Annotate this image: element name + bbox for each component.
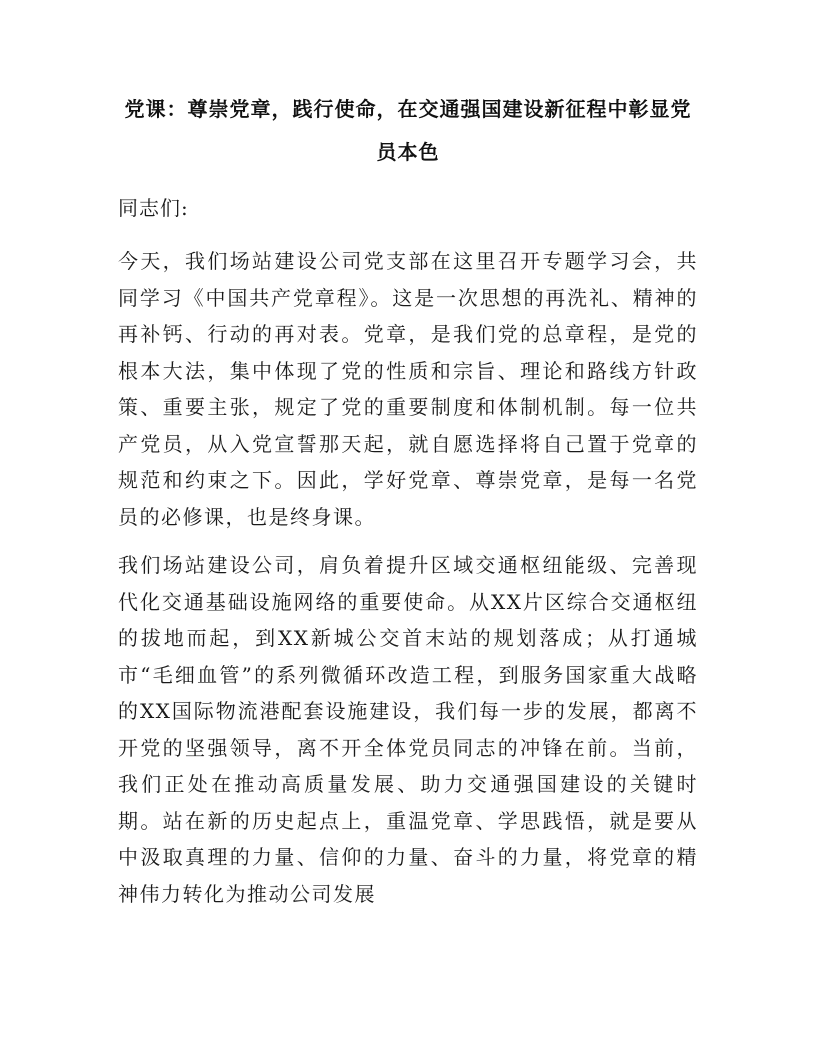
body-paragraph-2: 我们场站建设公司，肩负着提升区域交通枢纽能级、完善现代化交通基础设施网络的重要使命。从XX片区综合交通枢纽的拔地而起，到XX新城公交首末站的规划落成；从打通城市“毛细血管”的系列微循环改造工程，到服务国家重大战略的XX国际物流港配套设施建设，我们每一步的发展，都离不开党的坚强领导，离不开全体党员同志的冲锋在前。当前，我们正处在推动高质量发展、助力交通强国建设的关键时期。站在新的历史起点上，重温党章、学思践悟，就是要从中汲取真理的力量、信仰的力量、奋斗的力量，将党章的精神伟力转化为推动公司发展 xyxy=(118,553,698,906)
salutation: 同志们: xyxy=(118,196,189,220)
document-title: 党课：尊崇党章，践行使命，在交通强国建设新征程中彰显党员本色 xyxy=(124,97,692,164)
body-paragraph-1: 今天，我们场站建设公司党支部在这里召开专题学习会，共同学习《中国共产党章程》。这是一次思想的再洗礼、精神的再补钙、行动的再对表。党章，是我们党的总章程，是党的根本大法，集中体现了党的性质和宗旨、理论和路线方针政策、重要主张，规定了党的重要制度和体制机制。每一位共产党员，从入党宣誓那天起，就自愿选择将自己置于党章的规范和约束之下。因此，学好党章、尊崇党章，是每一名党员的必修课，也是终身课。 xyxy=(118,249,698,529)
